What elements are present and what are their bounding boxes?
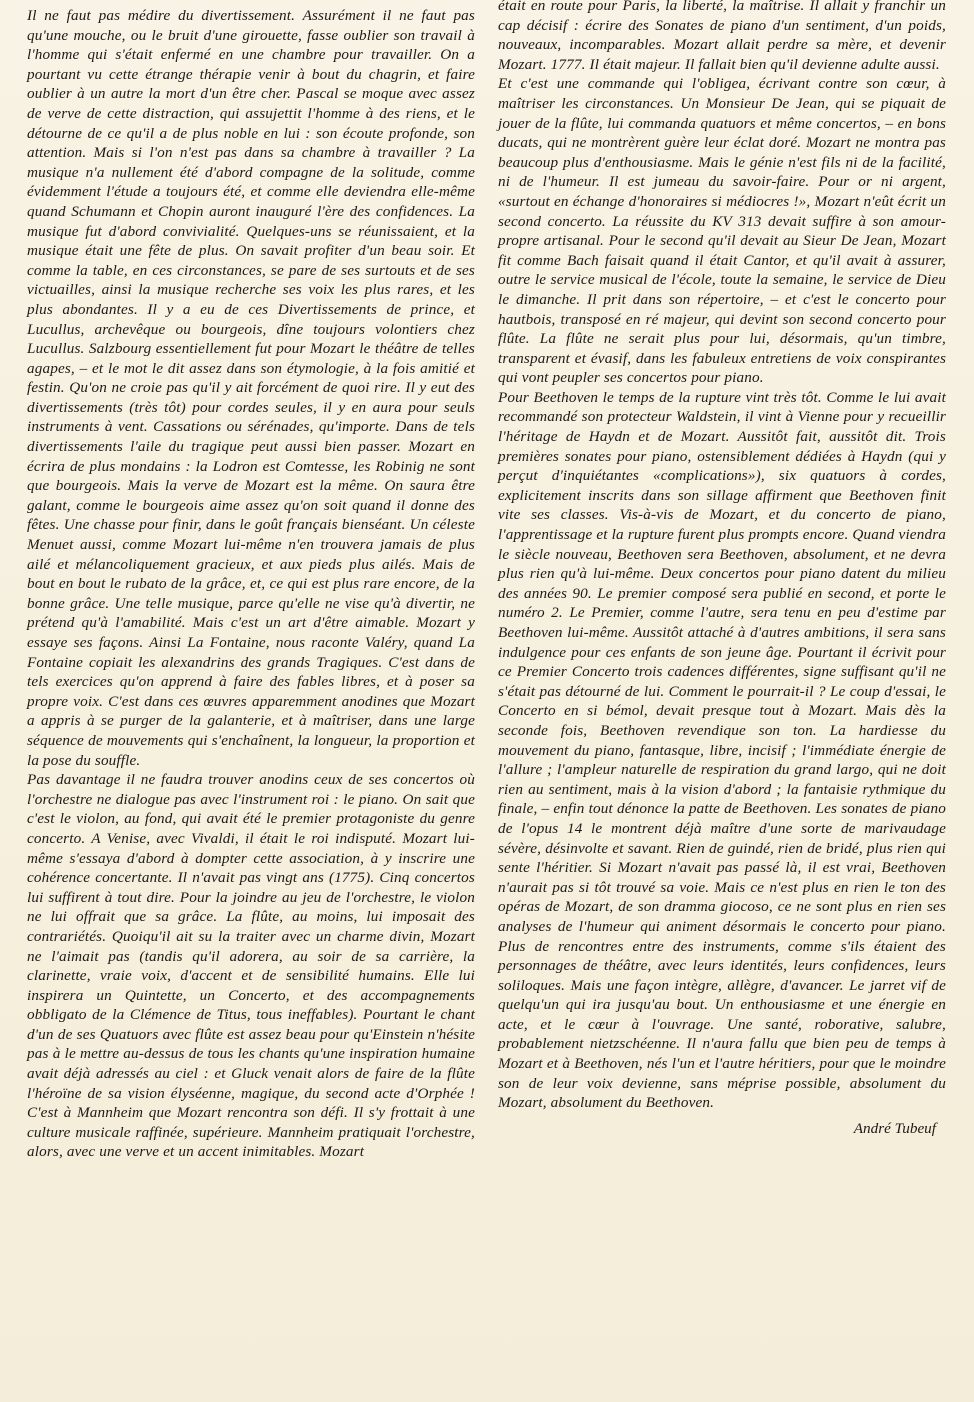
- paragraph: Il ne faut pas médire du divertissement. Assurément il ne faut pas qu'une mouche, ou le bruit d'une girouette, fasse oublier son travail à l'homme qui s'était enfermé en une chambre pour travailler. On a pourtant vu cette étrange thérapie venir à bout du chagrin, et faire oublier à un autre la mort d'un être cher. Pascal se moque avec assez de verve de cette distraction, qui assujettit l'homme à des riens, et le détourne de ce qu'il a de plus noble en lui : son écoute profonde, son attention. Mais si l'on n'est pas dans sa chambre à travailler ? La musique n'a nullement été d'abord compagne de la solitude, comme évidemment l'étude a toujours été, et comme elle deviendra elle-même quand Schumann et Chopin auront inauguré l'ère des confidences. La musique fut d'abord convivialité. Quelques-uns se réunissaient, et la musique était une fête de plus. On savait profiter d'un beau soir. Et comme la table, en ces circonstances, se pare de ses surtouts et de ses victuailles, ainsi la musique recherche ses voix les plus rares, et les plus abondantes. Il y a eu de ces Divertissements de prince, et Lucullus, archevêque ou bourgeois, dîne toujours volontiers chez Lucullus. Salzbourg essentiellement fut pour Mozart le théâtre de telles agapes, – et le mot le dit assez dans son étymologie, à la fois amitié et festin. Qu'on ne croie pas qu'il y ait forcément de quoi rire. Il y eut des divertissements (très tôt) pour cordes seules, il y en aura pour seuls instruments à vent. Cassations ou sérénades, qu'importe. Dans de tels divertissements l'aile du tragique peut aussi bien passer. Mozart en écrira de plus mondains : la Lodron est Comtesse, les Robinig ne sont que bourgeois. Mais la verve de Mozart est la même. On saura être galant, comme le bourgeois aime assez qu'on soit quand il donne des fêtes. Une chasse pour finir, dans le goût français bienséant. Un céleste Menuet aussi, comme Mozart lui-même n'en trouvera jamais de plus ailé et mélancoliquement gracieux, et aux pieds plus ailés. Mais de bout en bout le rubato de la grâce, et, ce qui est plus rare encore, de la bonne grâce. Une telle musique, parce qu'elle ne vise qu'à divertir, ne prétend qu'à l'amabilité. Mais c'est un art d'être aimable. Mozart y essaye ses façons. Ainsi La Fontaine, nous raconte Valéry, quand La Fontaine copiait les alexandrins des grands Tragiques. C'est dans de tels exercices qu'on apprend à faire des fables libres, et à poser sa propre voix. C'est dans ces œuvres apparemment anodines que Mozart a appris à se purger de la galanterie, et à maîtriser, dans une large séquence de mouvements qui s'enchaînent, la longueur, la proportion et la pose du souffle.: [27, 7, 475, 769]
- paragraph: Pour Beethoven le temps de la rupture vint très tôt. Comme le lui avait recommandé son protecteur Waldstein, il vint à Vienne pour y recueillir l'héritage de Haydn et de Mozart. Aussitôt fait, aussitôt dit. Trois premières sonates pour piano, ostensiblement dédiées à Haydn (qui y perçut d'inquiétantes «complications»), six quatuors à cordes, explicitement inscrits dans son sillage affirment que Beethoven finit vite ses classes. Vis-à-vis de Mozart, et du concerto de piano, l'apprentissage et la rupture furent plus prompts encore. Quand viendra le siècle nouveau, Beethoven sera Beethoven, absolument, et ne devra plus rien qu'à lui-même. Deux concertos pour piano datent du milieu des années 90. Le premier composé sera publié en second, et porte le numéro 2. Le Premier, comme l'autre, sera tenu en peu d'estime par Beethoven lui-même. Aussitôt attaché à d'autres ambitions, il sera sans indulgence pour ces enfants de son jeune âge. Pourtant il écrivit pour ce Premier Concerto trois cadences différentes, signe suffisant qu'il ne s'était pas détourné de lui. Comment le pourrait-il ? Le coup d'essai, le Concerto en si bémol, devait presque tout à Mozart. Mais dès la seconde fois, Beethoven revendique son ton. La hardiesse du mouvement du piano, fantasque, libre, incisif ; l'immédiate énergie de l'allure ; l'ampleur naturelle de respiration du grand largo, qui ne doit rien au sentiment, mais à la vision d'abord ; la fantaisie rythmique du finale, – enfin tout dénonce la patte de Beethoven. Les sonates de piano de l'opus 14 le montrent déjà maître d'une sorte de marivaudage sévère, désinvolte et savant. Rien de guindé, rien de bridé, plus rien qui sente l'héritier. Si Mozart n'avait pas passé là, il est vrai, Beethoven n'aurait pas si tôt trouvé sa voie. Mais ce n'est plus en rien le ton des opéras de Mozart, de son dramma giocoso, ce ne sont plus en rien ses analyses de l'humeur qui animent désormais le concerto pour piano. Plus de rencontres entre des instruments, comme s'ils étaient des personnages de théâtre, avec leurs identités, leurs confidences, leurs soliloques. Mais une façon intègre, allègre, d'avancer. Le jarret vif de quelqu'un qui ira jusqu'au bout. Un enthousiasme et une énergie en acte, et le cœur à l'ouvrage. Une santé, roborative, salubre, probablement nietzschéenne. Il n'aura fallu que bien peu de temps à Mozart et à Beethoven, nés l'un et l'autre héritiers, pour que le moindre son de leur voix devienne, sans méprise possible, absolument du Mozart, absolument du Beethoven.: [498, 388, 946, 1112]
- paragraph: était en route pour Paris, la liberté, la maîtrise. Il allait y franchir un cap décisif : écrire des Sonates de piano d'un sentiment, d'un poids, nouveaux, incomparables. Mozart allait perdre sa mère, et devenir Mozart. 1777. Il était majeur. Il fallait bien qu'il devienne adulte aussi.: [498, 0, 946, 73]
- article-columns: [27, 0, 947, 1402]
- left-column: [27, 0, 475, 1402]
- right-column: [498, 0, 946, 1402]
- paragraph: Et c'est une commande qui l'obligea, écrivant contre son cœur, à maîtriser les circonstances. Un Monsieur De Jean, qui se piquait de jouer de la flûte, lui commanda quatuors et même concertos, – en bons ducats, qui ne montrèrent guère leur éclat doré. Mozart ne montra pas beaucoup plus d'enthousiasme. Mais le génie n'est fils ni de la facilité, ni de l'humeur. Il est jumeau du savoir-faire. Pour or ni argent, «surtout en échange d'honoraires si médiocres !», Mozart n'eût écrit un second concerto. La réussite du KV 313 devait suffire à son amour-propre artisanal. Pour le second qu'il devait au Sieur De Jean, Mozart fit comme Bach faisait quand il était Cantor, et qu'il avait à assurer, outre le service musical de l'école, toute la semaine, le service de Dieu le dimanche. Il prit dans son répertoire, – et c'est le concerto pour hautbois, transposé en ré majeur, qui devint son second concerto pour flûte. La flûte ne serait plus pour lui, désormais, qu'un timbre, transparent et évasif, dans les fabuleux entretiens de voix conspirantes qui vont peupler ses concertos pour piano.: [498, 75, 946, 387]
- author-signature: André Tubeuf: [853, 1119, 936, 1137]
- paragraph: Pas davantage il ne faudra trouver anodins ceux de ses concertos où l'orchestre ne dialogue pas avec l'instrument roi : le piano. On sait que c'est le violon, au fond, qui avait été le premier protagoniste du genre concerto. A Venise, avec Vivaldi, il était le roi indisputé. Mozart lui-même s'essaya d'abord à dompter cette association, à y inscrire une cohérence concertante. Il n'avait pas vingt ans (1775). Cinq concertos lui suffirent à tout dire. Pour la joindre au jeu de l'orchestre, le violon ne lui offrait que sa grâce. La flûte, au moins, lui imposait des contrariétés. Quoiqu'il ait su la traiter avec un charme divin, Mozart ne l'aimait pas (tandis qu'il adorera, au soir de sa carrière, la clarinette, vraie voix, d'accent et de sensibilité humains. Elle lui inspirera un Quintette, un Concerto, et des accompagnements obbligato de la Clémence de Titus, tous ineffables). Pourtant le chant d'un de ses Quatuors avec flûte est assez beau pour qu'Einstein n'hésite pas à le mettre au-dessus de tous les chants qu'une inspiration humaine avait déjà adressés au ciel : et Gluck venait alors de faire de la flûte l'héroïne de sa vision élyséenne, magique, du second acte d'Orphée ! C'est à Mannheim que Mozart rencontra son défi. Il s'y frottait à une culture musicale raffinée, supérieure. Mannheim pratiquait l'orchestre, alors, avec une verve et un accent inimitables. Mozart: [27, 771, 475, 1161]
